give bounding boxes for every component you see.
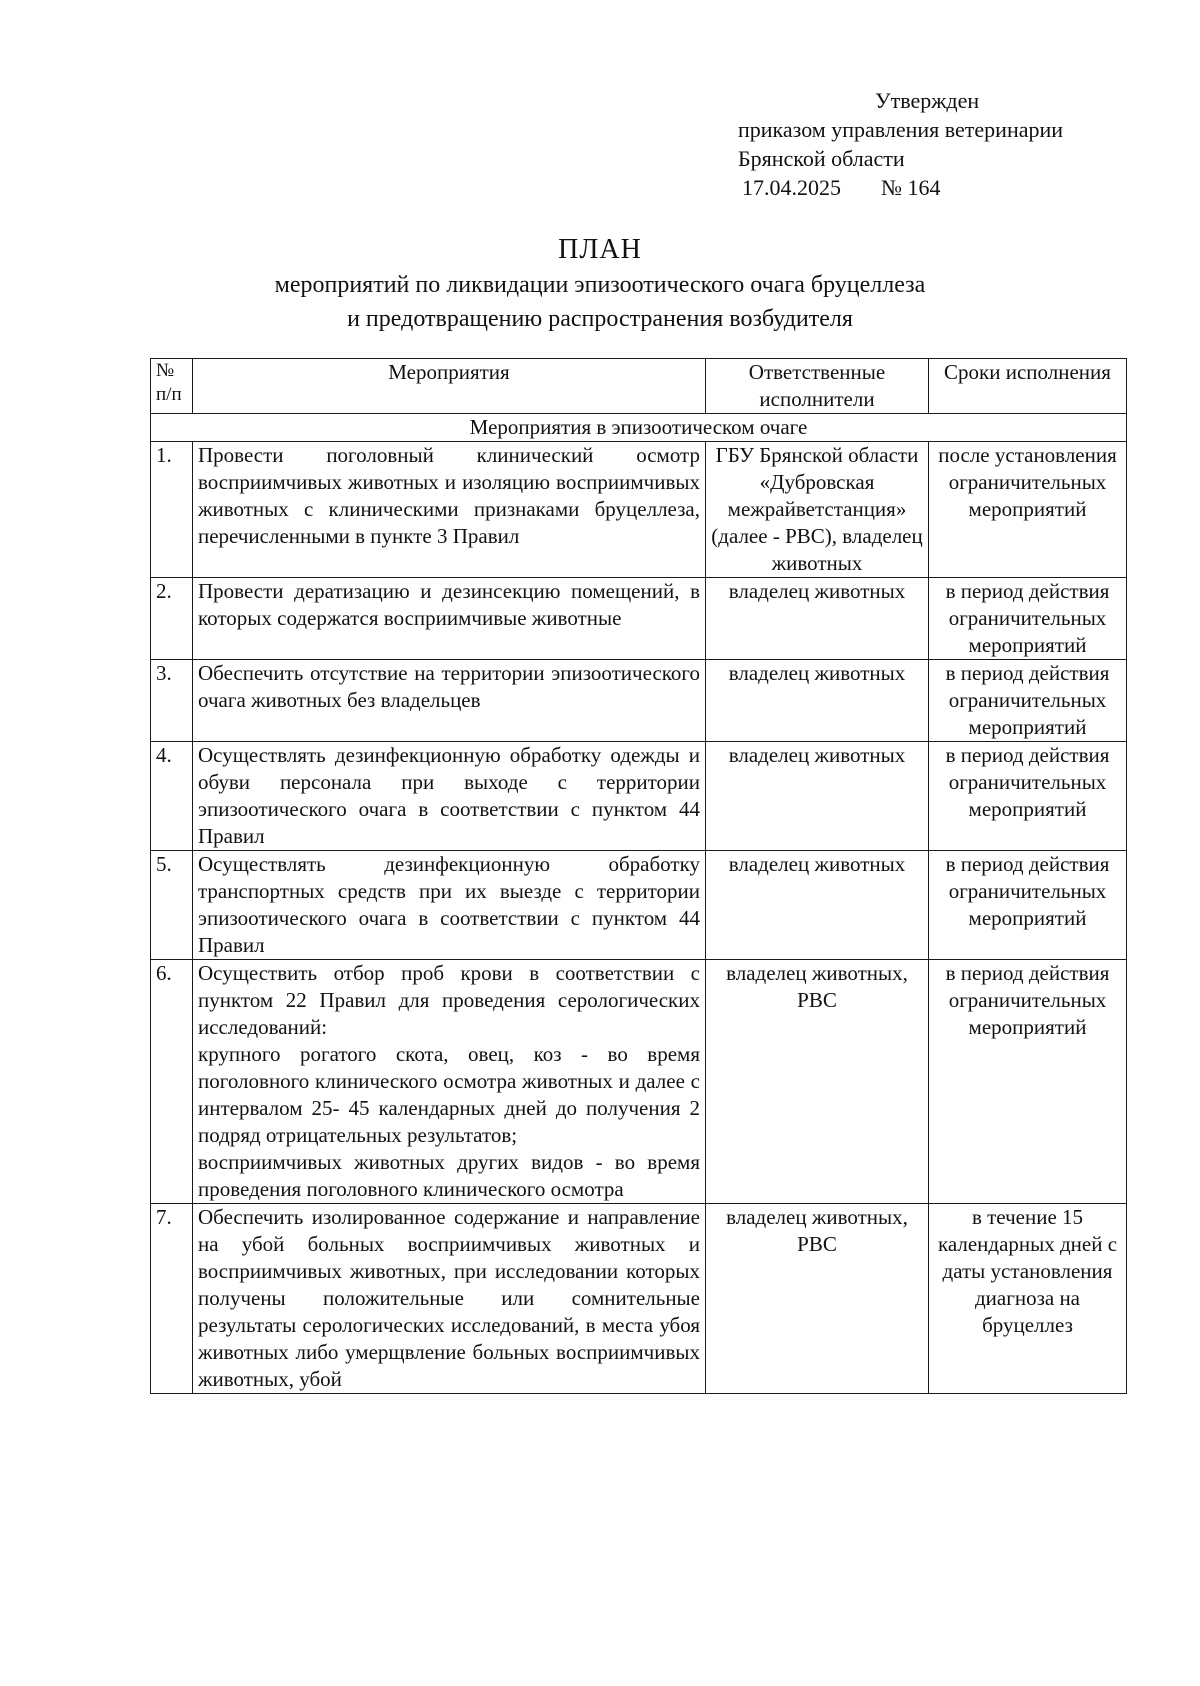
row-activity [193, 1204, 706, 1394]
title-subtitle-2: и предотвращению распространения возбудителя [347, 306, 853, 332]
approval-date-number-line [738, 173, 1063, 202]
table-row [151, 578, 1127, 660]
approval-approved-label: Утвержден [875, 88, 980, 113]
row-deadline: в период действия ограничительных мероприятий [929, 960, 1127, 1204]
row-number: 1. [151, 442, 193, 578]
row-number: 2. [151, 578, 193, 660]
row-activity [193, 742, 706, 851]
header-responsible: Ответственные исполнители [706, 359, 929, 414]
activity-paragraph: крупного рогатого скота, овец, коз - во время поголовного клинического осмотра животных и далее с интервалом 25- 45 календарных дней до получения 2 подряд отрицательных результатов; [198, 1042, 700, 1147]
row-responsible: владелец животных [706, 660, 929, 742]
row-responsible: владелец животных [706, 742, 929, 851]
table-row [151, 1204, 1127, 1394]
table-row [151, 851, 1127, 960]
document-title [0, 232, 1200, 336]
header-deadline: Сроки исполнения [929, 359, 1127, 414]
plan-table [150, 358, 1127, 1394]
row-responsible: владелец животных [706, 851, 929, 960]
row-number: 5. [151, 851, 193, 960]
table-header-row [151, 359, 1127, 414]
row-activity [193, 578, 706, 660]
row-deadline: в период действия ограничительных мероприятий [929, 742, 1127, 851]
row-activity [193, 442, 706, 578]
row-activity [193, 851, 706, 960]
approval-date: 17.04.2025 [742, 175, 841, 200]
row-activity [193, 660, 706, 742]
activity-paragraph: восприимчивых животных других видов - во время проведения поголовного клинического осмотра [198, 1150, 700, 1201]
title-main: ПЛАН [558, 234, 642, 265]
row-activity [193, 960, 706, 1204]
approval-stamp [738, 86, 1063, 202]
approval-order-line: приказом управления ветеринарии [738, 117, 1064, 142]
section-row [151, 414, 1127, 442]
row-deadline: после установления ограничительных мероприятий [929, 442, 1127, 578]
row-number: 6. [151, 960, 193, 1204]
table-row [151, 660, 1127, 742]
header-num: № п/п [151, 359, 193, 414]
row-number: 7. [151, 1204, 193, 1394]
row-number: 3. [151, 660, 193, 742]
section-title: Мероприятия в эпизоотическом очаге [151, 414, 1127, 442]
row-deadline: в течение 15 календарных дней с даты установления диагноза на бруцеллез [929, 1204, 1127, 1394]
activity-paragraph: Провести дератизацию и дезинсекцию помещений, в которых содержатся восприимчивые животные [198, 579, 700, 630]
activity-paragraph: Осуществлять дезинфекционную обработку транспортных средств при их выезде с территории эпизоотического очага в соответствии с пунктом 44 Правил [198, 852, 700, 957]
table-row [151, 960, 1127, 1204]
row-responsible: владелец животных, РВС [706, 960, 929, 1204]
title-subtitle-1: мероприятий по ликвидации эпизоотического очага бруцеллеза [274, 272, 926, 298]
row-number: 4. [151, 742, 193, 851]
approval-region-line: Брянской области [738, 146, 905, 171]
table-row [151, 742, 1127, 851]
row-responsible: ГБУ Брянской области «Дубровская межрайветстанция» (далее - РВС), владелец животных [706, 442, 929, 578]
row-responsible: владелец животных, РВС [706, 1204, 929, 1394]
row-responsible: владелец животных [706, 578, 929, 660]
table-row [151, 442, 1127, 578]
header-activity: Мероприятия [193, 359, 706, 414]
activity-paragraph: Обеспечить отсутствие на территории эпизоотического очага животных без владельцев [198, 661, 700, 712]
activity-paragraph: Осуществить отбор проб крови в соответствии с пунктом 22 Правил для проведения серологических исследований: [198, 961, 700, 1039]
row-deadline: в период действия ограничительных мероприятий [929, 660, 1127, 742]
activity-paragraph: Осуществлять дезинфекционную обработку одежды и обуви персонала при выходе с территории эпизоотического очага в соответствии с пунктом 44 Правил [198, 743, 700, 848]
activity-paragraph: Провести поголовный клинический осмотр восприимчивых животных и изоляцию восприимчивых животных с клиническими признаками бруцеллеза, перечисленными в пункте 3 Правил [198, 443, 700, 548]
row-deadline: в период действия ограничительных мероприятий [929, 851, 1127, 960]
activity-paragraph: Обеспечить изолированное содержание и направление на убой больных восприимчивых животных и восприимчивых животных, при исследовании которых получены положительные или сомнительные результаты серологических исследований, в места убоя животных либо умерщвление больных восприимчивых животных, убой [198, 1205, 700, 1391]
row-deadline: в период действия ограничительных мероприятий [929, 578, 1127, 660]
approval-number: № 164 [881, 175, 941, 200]
